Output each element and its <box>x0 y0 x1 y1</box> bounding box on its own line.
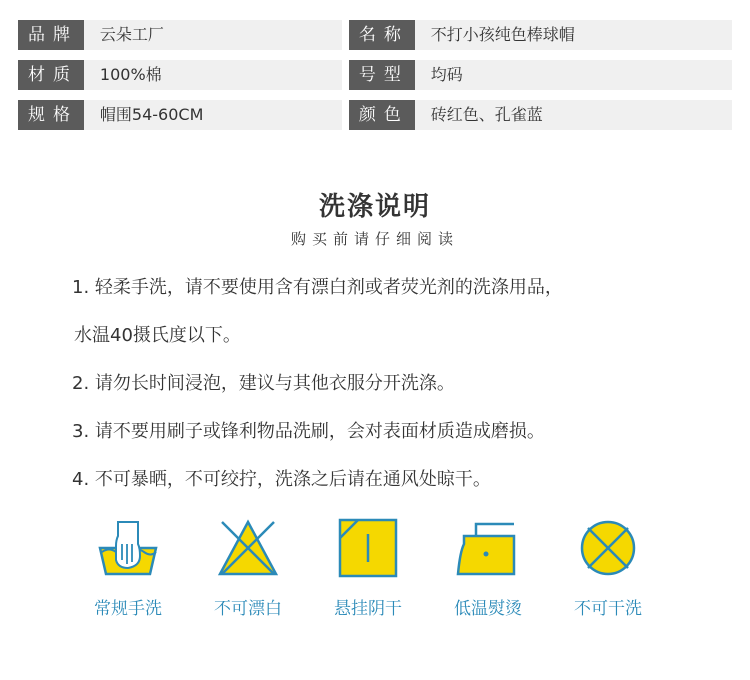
wash-title: 洗涤说明 <box>318 192 431 222</box>
instruction-line: 水温40摄氏度以下。 <box>74 325 241 346</box>
care-item-no-bleach <box>198 516 298 619</box>
spec-value: 云朵工厂 <box>84 20 342 50</box>
no-bleach-icon <box>216 516 280 580</box>
instruction-line: 4. 不可暴晒，不可绞拧，洗涤之后请在通风处晾干。 <box>72 469 491 490</box>
spec-value: 100%棉 <box>84 60 342 90</box>
spec-row <box>18 20 732 50</box>
hand-wash-icon <box>96 516 160 580</box>
instruction-line: 1. 轻柔手洗，请不要使用含有漂白剂或者荧光剂的洗涤用品， <box>72 277 563 298</box>
wash-subtitle: 购买前请仔细阅读 <box>290 230 459 248</box>
spec-label: 品牌 <box>18 20 84 50</box>
care-label: 低温熨烫 <box>454 599 522 619</box>
spec-row <box>18 60 732 90</box>
care-item-hang-dry <box>318 516 418 619</box>
spec-label: 规格 <box>18 100 84 130</box>
care-label: 常规手洗 <box>94 599 162 619</box>
care-item-low-iron <box>438 516 538 619</box>
spec-value: 砖红色、孔雀蓝 <box>415 100 732 130</box>
spec-label: 名称 <box>349 20 415 50</box>
low-iron-icon <box>456 516 520 580</box>
instruction-line: 2. 请勿长时间浸泡，建议与其他衣服分开洗涤。 <box>72 373 455 394</box>
spec-value: 帽围54-60CM <box>84 100 342 130</box>
care-label: 悬挂阴干 <box>334 599 402 619</box>
care-icons <box>78 516 678 626</box>
spec-label: 号型 <box>349 60 415 90</box>
spec-row <box>18 100 732 130</box>
care-label: 不可漂白 <box>214 599 282 619</box>
spec-label: 材质 <box>18 60 84 90</box>
wash-instructions <box>72 274 722 514</box>
spec-value: 不打小孩纯色棒球帽 <box>415 20 732 50</box>
spec-value: 均码 <box>415 60 732 90</box>
care-item-no-dry-clean <box>558 516 658 619</box>
spec-table <box>18 20 732 140</box>
no-dry-clean-icon <box>576 516 640 580</box>
care-label: 不可干洗 <box>574 599 642 619</box>
instruction-line: 3. 请不要用刷子或锋利物品洗刷，会对表面材质造成磨损。 <box>72 421 545 442</box>
spec-label: 颜色 <box>349 100 415 130</box>
hang-dry-shade-icon <box>336 516 400 580</box>
care-item-hand-wash <box>78 516 178 619</box>
